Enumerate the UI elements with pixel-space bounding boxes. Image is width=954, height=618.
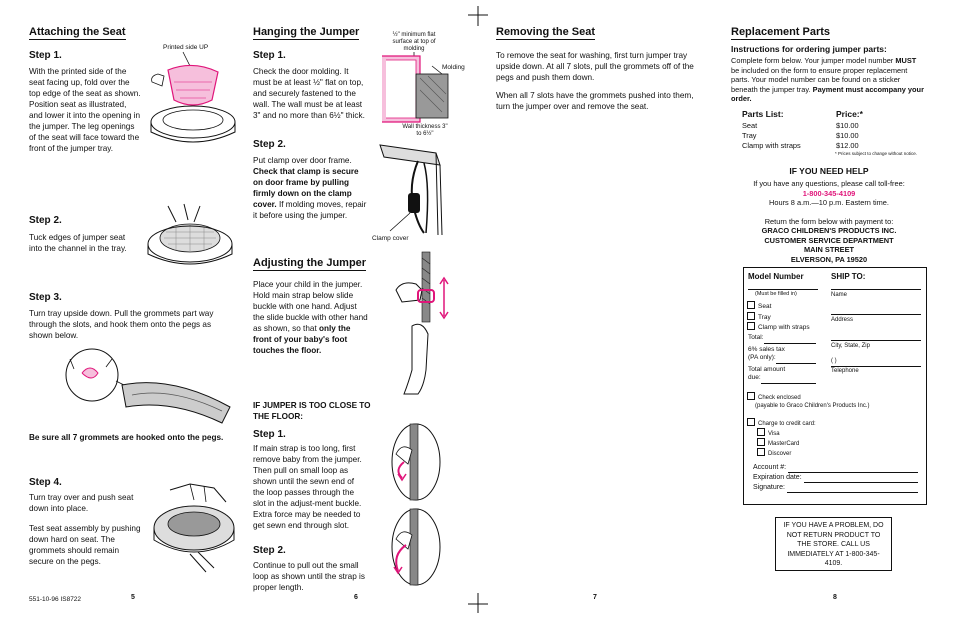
molding-note: ½" minimum flat surface at top of molding bbox=[392, 32, 436, 52]
doc-code: 551-10-96 IS8722 bbox=[29, 596, 82, 603]
model-number-label: Model Number bbox=[748, 272, 804, 281]
city-field[interactable] bbox=[831, 340, 921, 341]
removing-seat-title: Removing the Seat bbox=[496, 26, 596, 38]
price-header: Price:* bbox=[836, 109, 863, 119]
check-option[interactable]: Check enclosed bbox=[747, 392, 870, 402]
loop-pull-illustration-2 bbox=[384, 505, 454, 590]
item-tray-checkbox[interactable] bbox=[747, 312, 755, 320]
price-note: * Prices subject to change without notice. bbox=[835, 151, 918, 156]
close-step1-text: If main strap is too long, first remove baby from the jumper. Then pull on small loop as shown until the sewn end of the loop passes through the slot in the adjust-ment buckle. Extra force may be needed to get sewn end through slot. bbox=[253, 444, 362, 530]
account-field[interactable] bbox=[788, 463, 918, 473]
address-label: Address bbox=[831, 317, 854, 323]
page-number-7: 7 bbox=[593, 594, 597, 601]
check-checkbox[interactable] bbox=[747, 392, 755, 400]
adjusting-jumper-title: Adjusting the Jumper bbox=[253, 257, 367, 269]
p5-step1-text: With the printed side of the seat facing up, fold over the top edge of the seat as shown. Position seat as illustrated, and lower it into the opening in the jumper. The leg openings of the seat will face toward the front of the jumper tray. bbox=[29, 67, 141, 153]
form-items bbox=[747, 301, 810, 333]
address-field[interactable] bbox=[831, 314, 921, 315]
tuck-seat-illustration bbox=[146, 204, 236, 274]
close-step1-title: Step 1. bbox=[253, 429, 286, 440]
telephone-field[interactable] bbox=[831, 366, 921, 367]
p6-step1-title: Step 1. bbox=[253, 50, 286, 61]
total-field[interactable] bbox=[764, 334, 816, 344]
crop-mark-bottom bbox=[466, 593, 490, 613]
too-close-title: IF JUMPER IS TOO CLOSE TO THE FLOOR: bbox=[253, 401, 371, 421]
part-tray: Tray bbox=[742, 131, 757, 140]
p5-step1-title: Step 1. bbox=[29, 50, 62, 61]
p5-step2-title: Step 2. bbox=[29, 215, 62, 226]
must-fill-note: (Must be filled in) bbox=[755, 291, 797, 297]
tax-field[interactable] bbox=[776, 354, 816, 364]
parts-list-header: Parts List: bbox=[742, 109, 784, 119]
charge-checkbox[interactable] bbox=[747, 418, 755, 426]
adjusting-text: Place your child in the jumper. Hold main strap below slide buckle with one hand. Adjust the slide buckle with other hand as shown, so that only the front of your baby's foot touches the floor. bbox=[253, 280, 368, 355]
close-step2-title: Step 2. bbox=[253, 545, 286, 556]
price-list bbox=[836, 121, 859, 151]
removing-text-1: To remove the seat for washing, first turn jumper tray upside down. At all 7 slots, pull the grommets off of the pegs and push them down. bbox=[496, 51, 694, 82]
mastercard-checkbox[interactable] bbox=[757, 438, 765, 446]
page-number-6: 6 bbox=[354, 594, 358, 601]
seat-into-tray-illustration bbox=[148, 52, 238, 147]
telephone-label: Telephone bbox=[831, 368, 859, 374]
part-seat: Seat bbox=[742, 121, 758, 130]
p5-step3-title: Step 3. bbox=[29, 292, 62, 303]
help-phone[interactable]: 1-800-345-4109 bbox=[802, 188, 856, 198]
wall-thickness-label: Wall thickness 3" to 6½" bbox=[402, 124, 448, 137]
door-clamp-illustration bbox=[378, 145, 468, 237]
close-step2-text: Continue to pull out the small loop as shown until the strap is proper length. bbox=[253, 561, 365, 592]
ordering-instructions-text: Complete form below. Your jumper model number MUST be included on the form to ensure proper replacement parts. Your model number can be found on a sticker beneath the jumper tray. Payment must accompany your order. bbox=[731, 56, 924, 103]
p5-step2-text: Tuck edges of jumper seat into the channel in the tray. bbox=[29, 233, 127, 253]
p5-step4-text1: Turn tray over and push seat down into place. bbox=[29, 493, 134, 513]
p5-step4-text2: Test seat assembly by pushing down hard on seat. The grommets should remain secure on the pegs. bbox=[29, 524, 141, 566]
name-field[interactable] bbox=[831, 289, 921, 290]
page-number-5: 5 bbox=[131, 594, 135, 601]
attaching-seat-title: Attaching the Seat bbox=[29, 26, 126, 38]
signature-field[interactable] bbox=[787, 483, 918, 493]
card-mastercard[interactable]: MasterCard bbox=[747, 438, 870, 448]
ship-to-label: SHIP TO: bbox=[831, 272, 866, 281]
card-discover[interactable]: Discover bbox=[747, 448, 870, 458]
discover-checkbox[interactable] bbox=[757, 448, 765, 456]
push-seat-illustration bbox=[150, 480, 240, 575]
clamp-cover-label: Clamp cover bbox=[372, 235, 409, 242]
amount-due-field[interactable] bbox=[761, 374, 816, 384]
strap-adjust-illustration bbox=[382, 250, 462, 400]
loop-pull-illustration-1 bbox=[384, 420, 454, 505]
p5-step3-text: Turn tray upside down. Pull the grommets part way through the slots, and hook them onto the pegs as shown below. bbox=[29, 309, 214, 340]
visa-checkbox[interactable] bbox=[757, 428, 765, 436]
problem-box: IF YOU HAVE A PROBLEM, DO NOT RETURN PRODUCT TO THE STORE. CALL US IMMEDIATELY AT 1-800-345-4109. bbox=[775, 517, 892, 571]
totals: Total: 6% sales tax (PA only): Total amount due: bbox=[748, 334, 816, 384]
crop-mark-top bbox=[466, 6, 490, 26]
help-title: IF YOU NEED HELP bbox=[789, 166, 869, 176]
card-visa[interactable]: Visa bbox=[747, 428, 870, 438]
price-tray: $10.00 bbox=[836, 131, 859, 140]
item-seat-checkbox[interactable] bbox=[747, 301, 755, 309]
part-clamp: Clamp with straps bbox=[742, 141, 801, 150]
item-clamp[interactable]: Clamp with straps bbox=[747, 322, 810, 333]
card-details: Account #: Expiration date: Signature: bbox=[753, 463, 918, 493]
p6-step1-text: Check the door molding. It must be at least ½" flat on top, and securely fastened to the wall. The wall must be at least 3" and no more than 6½" thick. bbox=[253, 67, 365, 120]
removing-text-2: When all 7 slots have the grommets pushed into them, turn the jumper over and remove the seat. bbox=[496, 91, 694, 111]
item-tray[interactable]: Tray bbox=[747, 312, 810, 323]
price-seat: $10.00 bbox=[836, 121, 859, 130]
help-block: If you have any questions, please call toll-free: 1-800-345-4109 Hours 8 a.m.—10 p.m. Eastern time. Return the form below with payment to: GRACO CHILDREN'S PRODUCTS INC. CUSTOMER SERVICE DEPARTMENT MAIN STREET ELVERSON, PA 19520 bbox=[731, 179, 927, 264]
model-number-field[interactable] bbox=[748, 289, 818, 290]
parts-list bbox=[742, 121, 801, 151]
door-molding-illustration bbox=[372, 52, 462, 124]
expiration-field[interactable] bbox=[804, 473, 918, 483]
p6-step2-title: Step 2. bbox=[253, 139, 286, 150]
ordering-instructions-title: Instructions for ordering jumper parts: bbox=[731, 44, 887, 54]
p5-step4-title: Step 4. bbox=[29, 477, 62, 488]
price-clamp: $12.00 bbox=[836, 141, 859, 150]
page-number-8: 8 bbox=[833, 594, 837, 601]
item-seat[interactable]: Seat bbox=[747, 301, 810, 312]
phone-paren: ( ) bbox=[831, 358, 837, 364]
printed-side-label: Printed side UP bbox=[163, 44, 209, 51]
molding-label: Molding bbox=[442, 64, 465, 71]
replacement-parts-title: Replacement Parts bbox=[731, 26, 831, 38]
p5-step3-note: Be sure all 7 grommets are hooked onto the pegs. bbox=[29, 433, 224, 442]
hanging-jumper-title: Hanging the Jumper bbox=[253, 26, 360, 38]
city-label: City, State, Zip bbox=[831, 343, 870, 349]
name-label: Name bbox=[831, 292, 848, 298]
grommet-peg-illustration bbox=[52, 345, 232, 425]
item-clamp-checkbox[interactable] bbox=[747, 322, 755, 330]
payment-options: Check enclosed (payable to Graco Children's Products Inc.) Charge to credit card: Visa MasterCard Discover bbox=[747, 392, 870, 458]
p6-step2-text: Put clamp over door frame. Check that clamp is secure on door frame by pulling firmly down on the clamp cover. If molding moves, repair it before using the jumper. bbox=[253, 156, 367, 220]
charge-option[interactable]: Charge to credit card: bbox=[747, 418, 870, 428]
